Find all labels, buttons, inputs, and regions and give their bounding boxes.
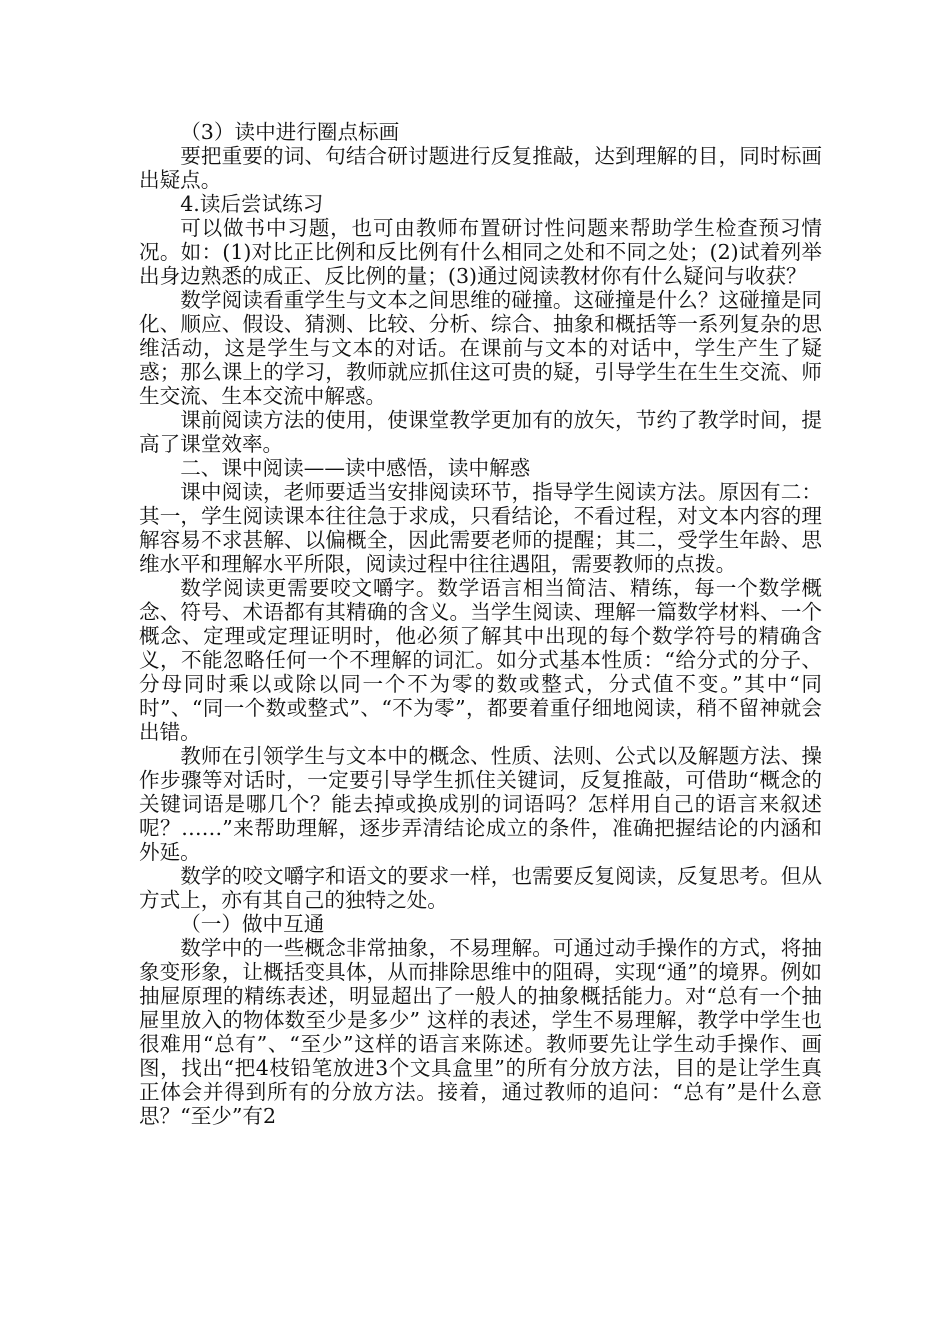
section-heading: 二、课中阅读——读中感悟，读中解惑 [180,456,531,480]
subheading-circle-mark: （3）读中进行圈点标画 [180,120,400,144]
paragraph: 课前阅读方法的使用，使课堂教学更加有的放矢，节约了教学时间，提高了课堂效率。 [139,408,822,456]
paragraph: 要把重要的词、句结合研讨题进行反复推敲，达到理解的目，同时标画出疑点。 [139,144,822,192]
subheading-doing: （一）做中互通 [180,912,325,936]
paragraph: 数学阅读更需要咬文嚼字。数学语言相当简洁、精练，每一个数学概念、符号、术语都有其精确的含义。当学生阅读、理解一篇数学材料、一个概念、定理或定理证明时，他必须了解其中出现的每个数学符号的精确含义，不能忽略任何一个不理解的词汇。如分式基本性质：“给分式的分子、分母同时乘以或除以同一个不为零的数或整式，分式值不变。”其中“同时”、“同一个数或整式”、“不为零”，都要着重仔细地阅读，稍不留神就会出错。 [139,576,822,744]
paragraph: 数学阅读看重学生与文本之间思维的碰撞。这碰撞是什么？这碰撞是同化、顺应、假设、猜测、比较、分析、综合、抽象和概括等一系列复杂的思维活动，这是学生与文本的对话。在课前与文本的对话中，学生产生了疑惑；那么课上的学习，教师就应抓住这可贵的疑，引导学生在生生交流、师生交流、生本交流中解惑。 [139,288,822,408]
document-page [139,120,822,1128]
paragraph: 教师在引领学生与文本中的概念、性质、法则、公式以及解题方法、操作步骤等对话时，一定要引导学生抓住关键词，反复推敲，可借助“概念的关键词语是哪几个？能去掉或换成别的词语吗？怎样用自己的语言来叙述呢？……”来帮助理解，逐步弄清结论成立的条件，准确把握结论的内涵和外延。 [139,744,822,864]
paragraph: 可以做书中习题，也可由教师布置研讨性问题来帮助学生检查预习情况。如：(1)对比正比例和反比例有什么相同之处和不同之处；(2)试着列举出身边熟悉的成正、反比例的量；(3)通过阅读教材你有什么疑问与收获？ [139,216,822,288]
subheading-practice: 4.读后尝试练习 [180,192,324,216]
paragraph: 数学中的一些概念非常抽象，不易理解。可通过动手操作的方式，将抽象变形象，让概括变具体，从而排除思维中的阻碍，实现“通”的境界。例如抽屉原理的精练表述，明显超出了一般人的抽象概括能力。对“总有一个抽屉里放入的物体数至少是多少” 这样的表述，学生不易理解，教学中学生也很难用“总有”、“至少”这样的语言来陈述。教师要先让学生动手操作、画图，找出“把4枝铅笔放进3个文具盒里”的所有分放方法，目的是让学生真正体会并得到所有的分放方法。接着，通过教师的追问：“总有”是什么意思？“至少”有2 [139,936,822,1128]
paragraph: 数学的咬文嚼字和语文的要求一样，也需要反复阅读，反复思考。但从方式上，亦有其自己的独特之处。 [139,864,822,912]
paragraph: 课中阅读，老师要适当安排阅读环节，指导学生阅读方法。原因有二：其一，学生阅读课本往往急于求成，只看结论，不看过程，对文本内容的理解容易不求甚解、以偏概全，因此需要老师的提醒；其二，受学生年龄、思维水平和理解水平所限，阅读过程中往往遇阻，需要教师的点拨。 [139,480,822,576]
